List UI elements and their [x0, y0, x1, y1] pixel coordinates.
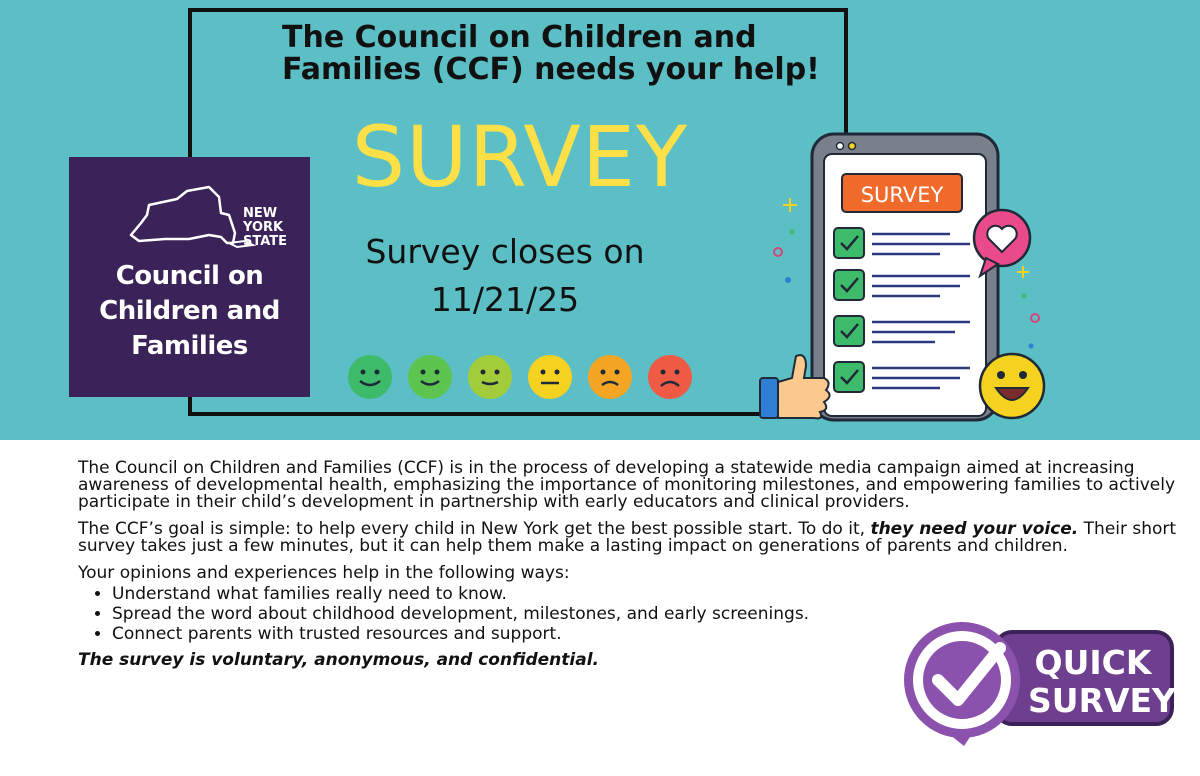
logo-state-line-1: NEW — [243, 206, 278, 221]
logo-org-line-3: Families — [131, 331, 248, 361]
phone-survey-illustration — [740, 120, 1060, 430]
phone-survey-badge: SURVEY — [860, 183, 944, 207]
logo-state-line-3: STATE — [243, 234, 288, 249]
quick-survey-line-1: QUICK — [1034, 643, 1152, 682]
survey-title: SURVEY — [351, 108, 689, 206]
logo-state-text — [243, 207, 287, 249]
list-item: • Spread the word about childhood development, milestones, and early screenings. — [112, 604, 1183, 624]
very-sad-face-icon — [648, 355, 692, 399]
slightly-happy-face-icon — [468, 355, 512, 399]
satisfaction-faces — [346, 352, 706, 402]
very-happy-face-icon — [348, 355, 392, 399]
headline-line-1: The Council on Children and — [282, 20, 757, 55]
logo-org-line-2: Children and — [99, 296, 280, 326]
headline-line-2: Families (CCF) needs your help! — [282, 52, 820, 87]
goal-text-end: Their short survey takes just a few minutes, but it can help them make a lasting impact on generations of parents and children. — [78, 519, 1177, 556]
sad-face-icon — [588, 355, 632, 399]
survey-deadline — [330, 228, 680, 324]
quick-survey-label — [1028, 643, 1176, 720]
list-intro: Your opinions and experiences help in the following ways: — [78, 563, 570, 583]
intro-paragraph: The Council on Children and Families (CCF) is in the process of developing a statewide media campaign aimed at increasing awareness of developmental health, emphasizing the importance of monitoring milestones, and empowering families to actively participate in their child’s development in partnership with early educators and clinical providers. — [78, 458, 1175, 512]
headline — [282, 22, 842, 86]
list-item: • Connect parents with trusted resources and support. — [112, 624, 1183, 644]
deadline-label: Survey closes on — [365, 232, 645, 271]
excited-emoji-icon — [980, 354, 1044, 418]
goal-text-start: The CCF’s goal is simple: to help every child in New York get the best possible start. To do it, — [78, 519, 871, 539]
privacy-note: The survey is voluntary, anonymous, and confidential. — [78, 650, 599, 670]
happy-face-icon — [408, 355, 452, 399]
logo-state-line-2: YORK — [243, 220, 284, 235]
heart-bubble-icon — [974, 210, 1030, 276]
goal-emphasis: they need your voice. — [870, 519, 1079, 539]
neutral-face-icon — [528, 355, 572, 399]
list-item: • Understand what families really need to know. — [112, 584, 1183, 604]
logo-org-line-1: Council on — [115, 261, 264, 291]
deadline-date: 11/21/25 — [430, 280, 580, 319]
quick-survey-line-2: SURVEY — [1028, 681, 1176, 720]
ccf-logo — [69, 157, 310, 397]
logo-org-name — [69, 259, 310, 364]
goal-paragraph — [78, 521, 1183, 555]
